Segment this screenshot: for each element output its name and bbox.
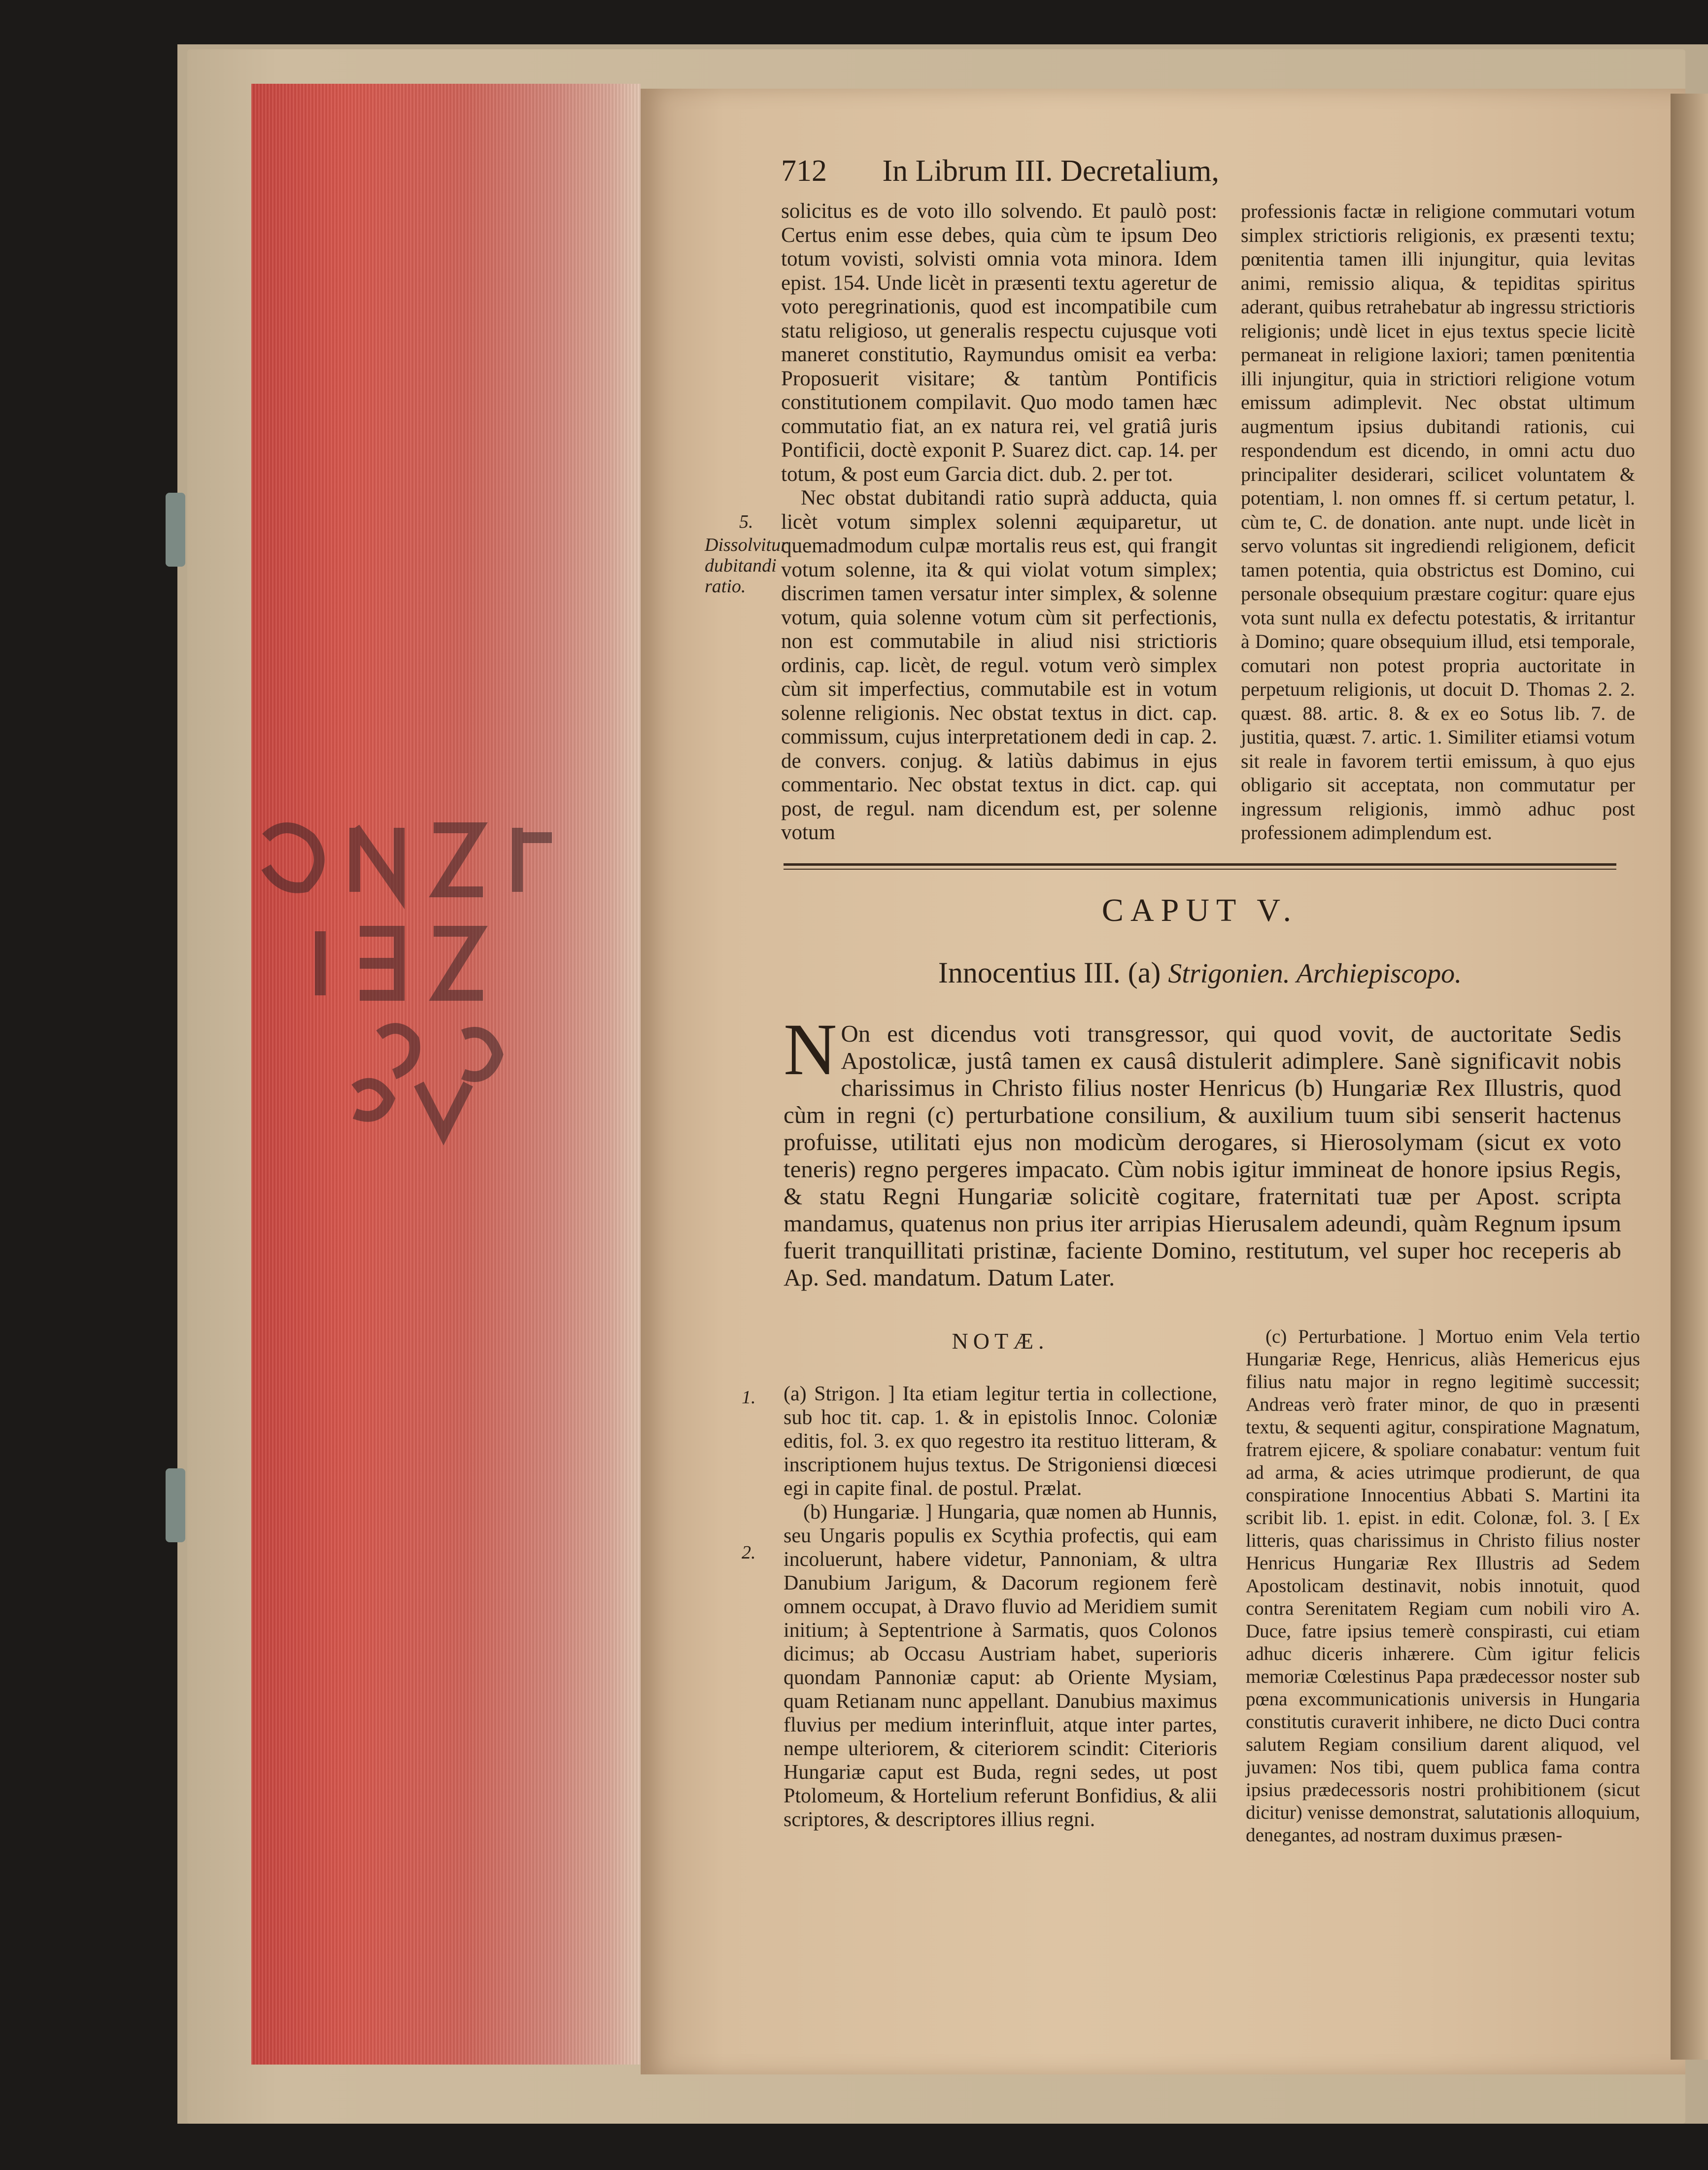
note-paragraph: (a) Strigon. ] Ita etiam legitur tertia in collectione, sub hoc tit. cap. 1. & in epistolis Innoc. Coloniæ editis, fol. 3. ex quo regestro ita restituo litteram, & inscriptionem hujus textus. De Strigoniensi diœcesi egi in capite final. de postul. Prælat. — [784, 1383, 1217, 1500]
subtitle-author: Innocentius III. (a) — [938, 956, 1161, 989]
note-number: 1. — [742, 1387, 756, 1408]
top-left-column — [781, 200, 1217, 845]
paragraph: solicitus es de voto illo solvendo. Et paulò post: Certus enim esse debes, quia cùm te ipsum Deo totum vovisti, solvisti omnia vota minora. Idem epist. 154. Unde licèt in præsenti textu ageretur de voto peregrinationis, quod est incompatibile cum statu religioso, ut generalis respectu cujusque voti maneret constitutio, Raymundus omisit ea verba: Proposuerit visitare; & tantùm Pontificis constitutionem compilavit. Quo modo tamen hæc commutatio fiat, an ex natura rei, vel gratiâ juris Pontificii, doctè exponit P. Suarez dict. cap. 14. per totum, & post eum Garcia dict. dub. 2. per tot. — [781, 200, 1217, 486]
page-number: 712 — [781, 154, 827, 188]
decretal-body: On est dicendus voti transgressor, qui quod vovit, de auctoritate Sedis Apostolicæ, justâ tamen ex causâ distulerit adimplere. Sanè significavit nobis charissimus in Christo filius noster Henricus (b) Hungariæ Rex Illustris, quod cùm in regni (c) perturbatione consilium, & auxilium tuum sibi senserit hactenus profuisse, utilitati ejus non modicùm derogares, si Hierosolymam (sicut ex voto teneris) regno pergeres impacato. Cùm nobis igitur immineat de honore ipsius Regis, & statu Regni Hungariæ solicitè cogitare, fraternitati tuæ per Apost. scripta mandamus, quatenus non prius iter arripias Hierusalem adeundi, quàm Regnum ipsum fuerit tranquillitati pristinæ, faciente Domino, restitutum, vel super hoc receperis ab Ap. Sed. mandatum. Datum Later. — [784, 1020, 1621, 1291]
running-title: In Librum III. Decretalium, — [882, 154, 1219, 188]
notes-right-column — [1246, 1325, 1640, 1847]
decretal-text — [784, 1009, 1621, 1291]
clasp-upper — [166, 493, 185, 567]
note-paragraph: (b) Hungariæ. ] Hungaria, quæ nomen ab Hunnis, seu Ungaris populis ex Scythia profectis, qui eam incoluerunt, habere videtur, Pannoniam, & ultra Danubium Jarigum, & Dacorum regionem ferè omnem occupat, à Dravo fluvio ad Meridiem sumit initium; à Septentrione à Sarmatis, quos Colonos dicimus; ab Occasu Austriam habet, superioris quondam Pannoniæ caput: ab Oriente Mysiam, quam Retianam nunc appellant. Danubius maximus fluvius per medium interinfluit, atque inter partes, nempe ulteriorem, & citeriorem scindit: Citerioris Hungariæ caput est Buda, regni sedes, ut post Ptolomeum, & Hortelium referunt Bonfidius, & alii scriptores, & descriptores illius regni. — [784, 1501, 1217, 1831]
running-head — [781, 154, 1451, 189]
ink-stamp-mark — [256, 808, 611, 1153]
paragraph: Nec obstat dubitandi ratio suprà adducta, quia licèt votum simplex solenni æquiparetur, ut quemadmodum culpæ mortalis reus est, qui frangit votum solenne, ita & qui violat votum simplex; discrimen tamen versatur inter simplex, & solenne votum, quia solenne votum cùm sit perfectionis, non est commutabile in aliud nisi strictioris ordinis, cap. licèt, de regul. votum verò simplex cùm sit imperfectius, commutabile est in votum solenne religionis. Nec obstat textus in dict. cap. commissum, cujus interpretationem dedi in cap. 2. de convers. conjug. & latiùs dabimus in ejus commentario. Nec obstat textus in dict. cap. qui post, de regul. nam dicendum est, per solenne votum — [781, 486, 1217, 844]
notes-heading: NOTÆ. — [952, 1328, 1049, 1354]
section-rule — [784, 863, 1616, 866]
facing-page-gutter — [1671, 94, 1708, 2060]
margin-note: Dissolvitur dubitandi ratio. — [705, 535, 788, 597]
section-rule-thin — [784, 869, 1616, 870]
notes-left-column — [784, 1382, 1217, 1831]
paragraph: professionis factæ in religione commutari votum simplex strictioris religionis, ex præsenti textu; pœnitentia tamen illi injungitur, quia levitas animi, remissio aliqua, & tepiditas spiritus aderant, quibus retrahebatur ab ingressu strictioris religionis; undè licet in ejus textus specie licitè permaneat in religione laxiori; tamen pœnitentia illi injungitur, quia in strictiori religione votum emissum adimplevit. Nec obstat ultimum augmentum ipsius dubitandi rationis, cui respondendum est dicendo, in omni actu duo principaliter desiderari, scilicet voluntatem & potentiam, l. non omnes ff. si certum petatur, l. cùm te, C. de donation. ante nupt. unde licèt in servo voluntas sit ingrediendi religionem, deficit tamen potentia, quia obstrictus est Domino, cui personale obsequium præstare cogitur: quare ejus vota sunt nulla ex defectu potestatis, & irritantur à Domino; quare obsequium illud, etsi temporale, comutari non potest propria auctoritate in perpetuum religionis, ut docuit D. Thomas 2. 2. quæst. 88. artic. 8. & ex eo Sotus lib. 7. de justitia, quæst. 7. artic. 1. Similiter etiamsi votum sit reale in favorem tertii emissum, à quo ejus obligario sit acceptata, non commutatur per ingressum religionis, immò adhuc post professionem adimplendum est. — [1241, 200, 1635, 844]
drop-cap: N — [784, 1009, 837, 1090]
clasp-lower — [166, 1468, 185, 1542]
chapter-heading: CAPUT V. — [1101, 892, 1298, 928]
top-right-column — [1241, 200, 1635, 845]
note-paragraph: (c) Perturbatione. ] Mortuo enim Vela tertio Hungariæ Rege, Henricus, aliàs Hemericus ejus filius natu major in regno legitimè successit; Andreas verò frater minor, de quo in præsenti textu, & sequenti agitur, conspiratione Magnatum, fratrem ejicere, & spoliare conabatur: ventum fuit ad arma, & acies utrimque prodierunt, de qua conspiratione Innocentius Abbati S. Martini ita scribit lib. 1. epist. in edit. Colonæ, fol. 3. [ Ex litteris, quas charissimus in Christo filius noster Henricus Hungariæ Rex Illustris ad Sedem Apostolicam destinavit, nobis innotuit, quod contra Serenitatem Regiam cum nobili viro A. Duce, fatre ipsius temerè conspirasti, cui etiam adhuc diceris inhærere. Cùm igitur felicis memoriæ Cœlestinus Papa prædecessor noster sub pœna excommunicationis universis in Hungaria constitutis curaverit inhibere, ne dicto Duci contra salutem Regiam consilium darent aliquod, vel juvamen: Nos tibi, quem publica fama contra ipsius prædecessoris nostri prohibitionem (sicut dicitur) venisse demonstrat, salutationis alloquium, denegantes, ad nostram duximus præsen- — [1246, 1326, 1640, 1846]
subtitle-addressee: Strigonien. Archiepiscopo. — [1168, 958, 1462, 989]
margin-number: 5. — [739, 511, 753, 532]
chapter-subtitle — [784, 956, 1616, 990]
note-number: 2. — [742, 1542, 756, 1563]
